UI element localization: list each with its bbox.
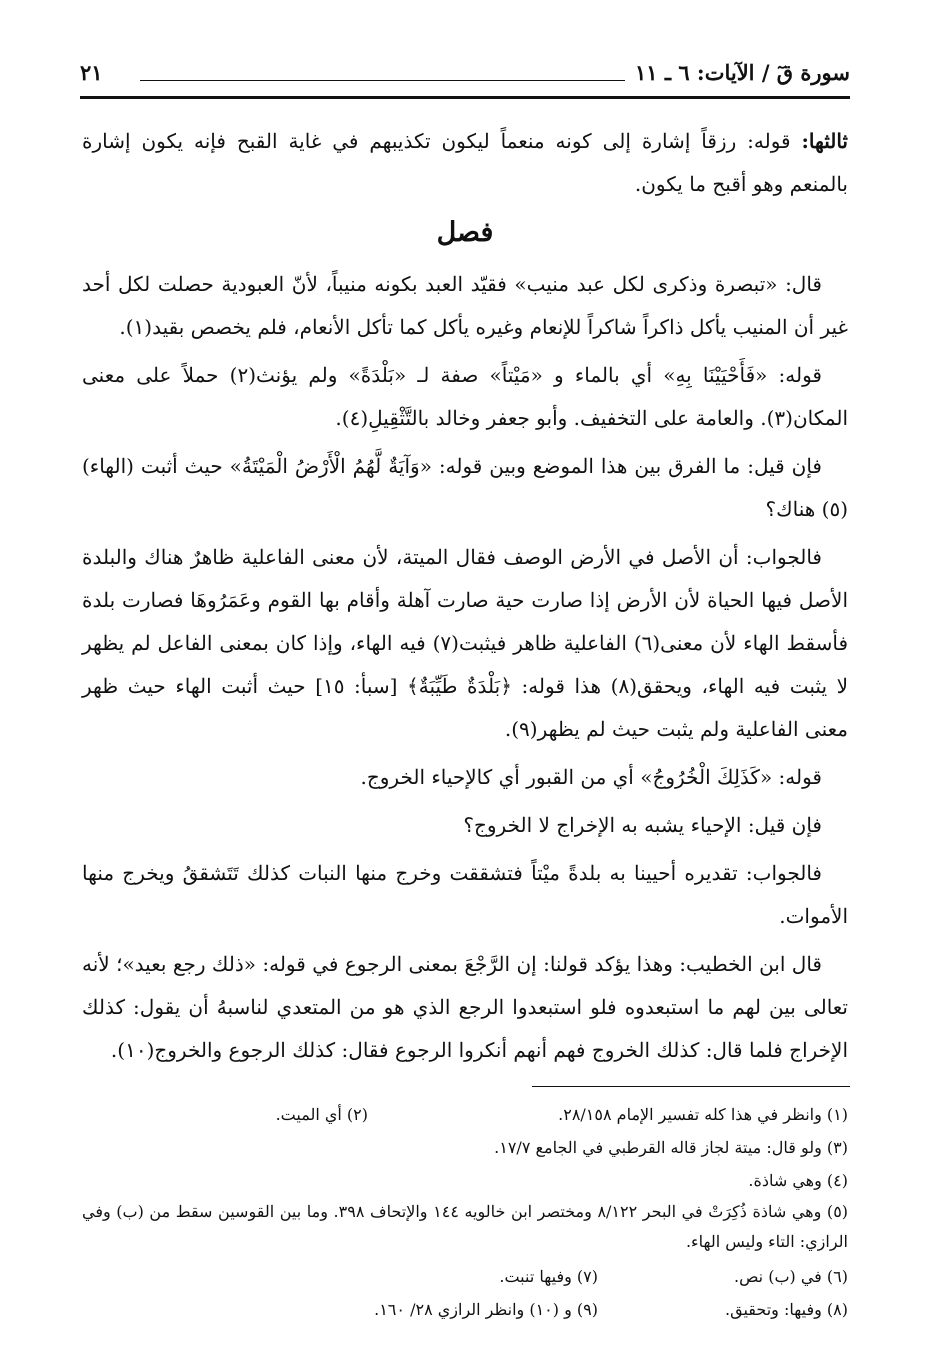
footnote-row [82, 1293, 848, 1326]
paragraph-1-lead: ثالثها: [801, 129, 848, 153]
section-title: فصل [436, 217, 494, 248]
footnote-9: (٩) و (١٠) وانظر الرازي ٢٨/ ١٦٠. [374, 1300, 598, 1319]
footnote-1: (١) وانظر في هذا كله تفسير الإمام ٢٨/١٥٨. [558, 1105, 848, 1124]
main-text [82, 120, 848, 1077]
footnotes [82, 1098, 848, 1326]
footnote-row [82, 1260, 848, 1293]
footnote-4: (٤) وهي شاذة. [748, 1171, 848, 1190]
footnote-8: (٨) وفيها: وتحقيق. [725, 1300, 848, 1319]
paragraph-5: فالجواب: أن الأصل في الأرض الوصف فقال الميتة، لأن معنى الفاعلية ظاهرٌ هناك والبلدة الأصل فيها الحياة لأن الأرض إذا صارت حية صارت آهلة وأقام بها القوم وعَمَرُوهَا فصارت بلدة فأسقط الهاء لأن معنى(٦) الفاعلية ظاهر فيثبت(٧) فيه الهاء، وإذا كان بمعنى الفاعل لم يظهر لا يثبت فيه الهاء، ويحقق(٨) هذا قوله: ﴿بَلْدَةٌ طَيِّبَةٌ﴾ [سبأ: ١٥] حيث أثبت الهاء حيث ظهر معنى الفاعلية ولم يثبت حيث لم يظهر(٩). [82, 545, 849, 741]
footnote-7: (٧) وفيها تنبت. [499, 1267, 598, 1286]
surah-title: سورة قٓ / الآيات: ٦ ـ ١١ [635, 60, 850, 85]
paragraph-1-text: قوله: رزقاً إشارة إلى كونه منعماً ليكون تكذيبهم في غاية القبح فإنه يكون إشارة بالمنعم وهو أقبح ما يكون. [82, 129, 848, 196]
paragraph-9: قال ابن الخطيب: وهذا يؤكد قولنا: إن الرَّجْعَ بمعنى الرجوع في قوله: «ذلك رجع بعيد»؛ لأنه تعالى بين لهم ما استبعدوه فلو استبعدوا الرجع الذي هو من المتعدي لناسبهُ أن يقول: كذلك الإخراج فلما قال: كذلك الخروج فهم أنهم أنكروا الرجوع فقال: كذلك الرجوع والخروج(١٠). [82, 952, 848, 1062]
paragraph-4: فإن قيل: ما الفرق بين هذا الموضع وبين قوله: «وَآيَةٌ لَّهُمُ الْأَرْضُ الْمَيْتَةُ» حيث أثبت (الهاء)(٥) هناك؟ [82, 454, 848, 521]
footnote-separator [532, 1086, 850, 1087]
paragraph-1 [82, 120, 848, 206]
paragraph-7: فإن قيل: الإحياء يشبه به الإخراج لا الخروج؟ [463, 813, 822, 837]
footnote-6: (٦) في (ب) نص. [733, 1267, 848, 1286]
paragraph-2: قال: «تبصرة وذكرى لكل عبد منيب» فقيّد العبد بكونه منيباً، لأنّ العبودية حصلت لكل أحد غير أن المنيب يأكل ذاكراً شاكراً للإنعام وغيره يأكل كما تأكل الأنعام، فلم يخصص بقيد(١). [82, 272, 848, 339]
running-header [80, 52, 850, 99]
paragraph-8: فالجواب: تقديره أحيينا به بلدةً ميْتاً فتشققت وخرج منها النبات كذلك تَتَشققُ ويخرج منها الأموات. [82, 861, 848, 928]
paragraph-3: قوله: «فَأَحْيَيْنَا بِهِ» أي بالماء و «مَيْتاً» صفة لـ «بَلْدَةً» ولم يؤنث(٢) حملاً على معنى المكان(٣). والعامة على التخفيف. وأبو جعفر وخالد بالتَّثْقِيلِ(٤). [82, 363, 848, 430]
footnote-3: (٣) ولو قال: ميتة لجاز قاله القرطبي في الجامع ١٧/٧. [494, 1138, 848, 1157]
header-rule [140, 80, 625, 81]
footnote-5: (٥) وهي شاذة ذُكِرَتْ في البحر ٨/١٢٢ ومختصر ابن خالويه ١٤٤ والإتحاف ٣٩٨. وما بين القوسين سقط من (ب) وفي الرازي: التاء وليس الهاء. [82, 1202, 849, 1251]
footnote-2: (٢) أي الميت. [275, 1105, 368, 1124]
paragraph-6: قوله: «كَذَلِكَ الْخُرُوجُ» أي من القبور أي كالإحياء الخروج. [360, 765, 822, 789]
page-number: ٢١ [80, 60, 103, 85]
footnote-row [82, 1098, 848, 1131]
